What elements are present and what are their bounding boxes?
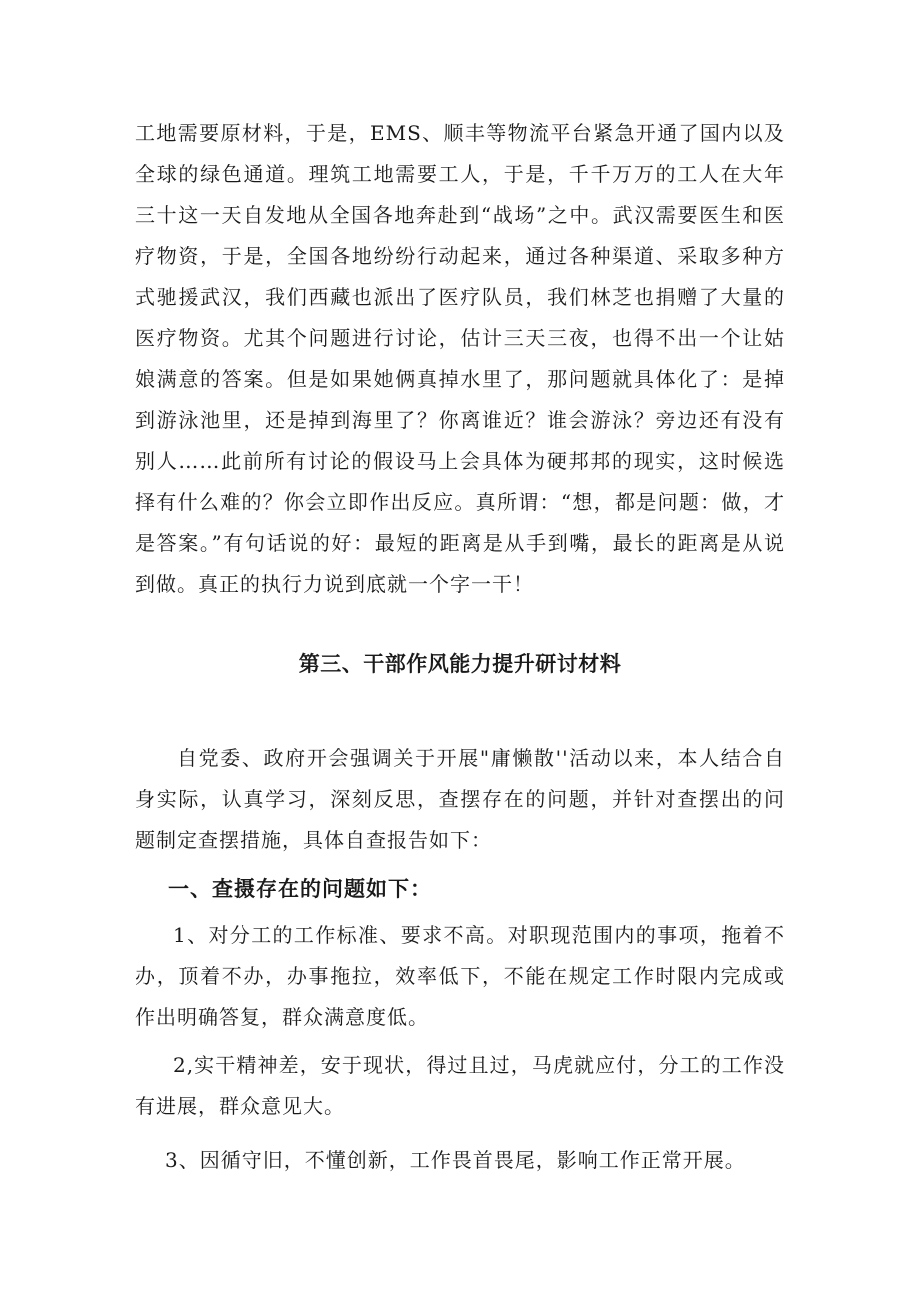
body-paragraph: 工地需要原材料，于是，EMS、顺丰等物流平台紧急开通了国内以及全球的绿色通道。理筑工地需要工人，于是，千千万万的工人在大年三十这一天自发地从全国各地奔赴到“战场”之中。武汉需要医生和医疗物资，于是，全国各地纷纷行动起来，通过各种渠道、采取多种方式驰援武汉，我们西藏也派出了医疗队员，我们林芝也捐赠了大量的医疗物资。尤其个问题进行讨论，估计三天三夜，也得不出一个让姑娘满意的答案。但是如果她俩真掉水里了，那问题就具体化了：是掉到游泳池里，还是掉到海里了？你离谁近？谁会游泳？旁边还有没有别人……此前所有讨论的假设马上会具体为硬邦邦的现实，这时候选择有什么难的？你会立即作出反应。真所谓：“想，都是问题：做，才是答案。”有句话说的好：最短的距离是从手到嘴，最长的距离是从说到做。真正的执行力说到底就一个字一干！ bbox=[135, 121, 785, 596]
section-title: 第三、干部作风能力提升研讨材料 bbox=[298, 652, 622, 676]
subheading: 一、查摄存在的问题如下： bbox=[168, 877, 432, 901]
intro-paragraph: 自党委、政府开会强调关于开展"庸懒散''活动以来，本人结合自身实际，认真学习，深刻反思，查摆存在的问题，并针对查摆出的问题制定查摆措施，具体自查报告如下： bbox=[135, 746, 785, 852]
list-item: 2,实干精神差，安于现状，得过且过，马虎就应付，分工的工作没有进展，群众意见大。 bbox=[135, 1053, 785, 1118]
list-item: 1、对分工的工作标准、要求不高。对职现范围内的事项，拖着不办，顶着不办，办事拖拉，效率低下，不能在规定工作时限内完成或作出明确答复，群众满意度低。 bbox=[135, 923, 785, 1029]
list-item: 3、因循守旧，不懂创新，工作畏首畏尾，影响工作正常开展。 bbox=[165, 1148, 746, 1172]
